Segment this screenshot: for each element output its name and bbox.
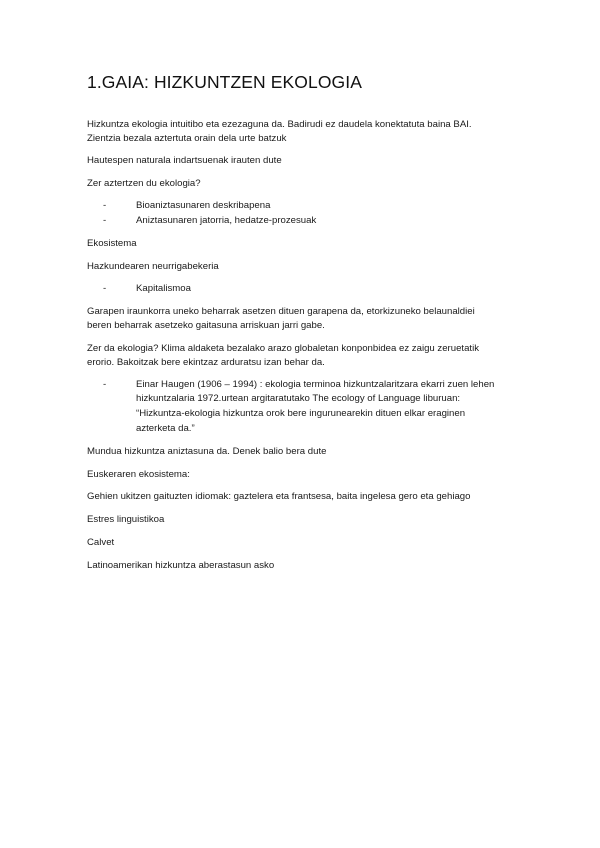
paragraph-what-is-ecology-line1: Zer da ekologia? Klima aldaketa bezalako arazo globaletan konponbidea ez zaigu zeruetatik — [87, 343, 480, 354]
bullet-dash: - — [103, 215, 107, 226]
list-item — [103, 377, 494, 392]
list-item-continuation: hizkuntzalaria 1972.urtean argitaratutako The ecology of Language liburuan: — [136, 393, 461, 404]
list-item-text: Aniztasunaren jatorria, hedatze-prozesuak — [136, 215, 317, 226]
bullet-dash: - — [103, 283, 107, 294]
paragraph-basque-ecosystem: Euskeraren ekosistema: — [87, 469, 190, 480]
list-item-text: Bioaniztasunaren deskribapena — [136, 200, 271, 211]
list-item-text: Kapitalismoa — [136, 283, 191, 294]
paragraph-stress: Estres linguistikoa — [87, 514, 165, 525]
paragraph-ecosystem: Ekosistema — [87, 238, 137, 249]
paragraph-latin-america: Latinoamerikan hizkuntza aberastasun asko — [87, 560, 275, 571]
paragraph-growth: Hazkundearen neurrigabekeria — [87, 261, 219, 272]
list-item — [103, 198, 270, 213]
paragraph-what-is-ecology-line2: erorio. Bakoitzak bere ekintzaz arduratsu izan behar da. — [87, 357, 325, 368]
list-item-quote: “Hizkuntza-ekologia hizkuntza orok bere ingurunearekin dituen elkar eraginen — [136, 408, 466, 419]
document-title: 1.GAIA: HIZKUNTZEN EKOLOGIA — [87, 72, 362, 92]
bullet-dash: - — [103, 200, 107, 211]
list-item-quote: azterketa da.” — [136, 423, 195, 434]
paragraph-calvet: Calvet — [87, 537, 115, 548]
paragraph-ecology-question: Zer aztertzen du ekologia? — [87, 178, 201, 189]
bullet-dash: - — [103, 379, 107, 390]
paragraph-sustainable-line2: beren beharrak asetzeko gaitasuna arriskuan jarri gabe. — [87, 320, 325, 331]
paragraph-intro-line1: Hizkuntza ekologia intuitibo eta ezezaguna da. Badirudi ez daudela konektatuta baina BAI. — [87, 119, 472, 130]
paragraph-diversity: Mundua hizkuntza aniztasuna da. Denek balio bera dute — [87, 446, 327, 457]
paragraph-intro-line2: Zientzia bezala aztertuta orain dela urte batzuk — [87, 133, 287, 144]
paragraph-languages: Gehien ukitzen gaituzten idiomak: gaztelera eta frantsesa, baita ingelesa gero eta gehiago — [87, 491, 471, 502]
list-item — [103, 281, 191, 296]
list-item — [103, 213, 316, 228]
paragraph-natural-selection: Hautespen naturala indartsuenak irauten dute — [87, 155, 282, 166]
list-item-text: Einar Haugen (1906 – 1994) : ekologia terminoa hizkuntzalaritzara ekarri zuen lehen — [136, 379, 495, 390]
paragraph-sustainable-line1: Garapen iraunkorra uneko beharrak asetzen dituen garapena da, etorkizuneko belaunaldiei — [87, 306, 475, 317]
